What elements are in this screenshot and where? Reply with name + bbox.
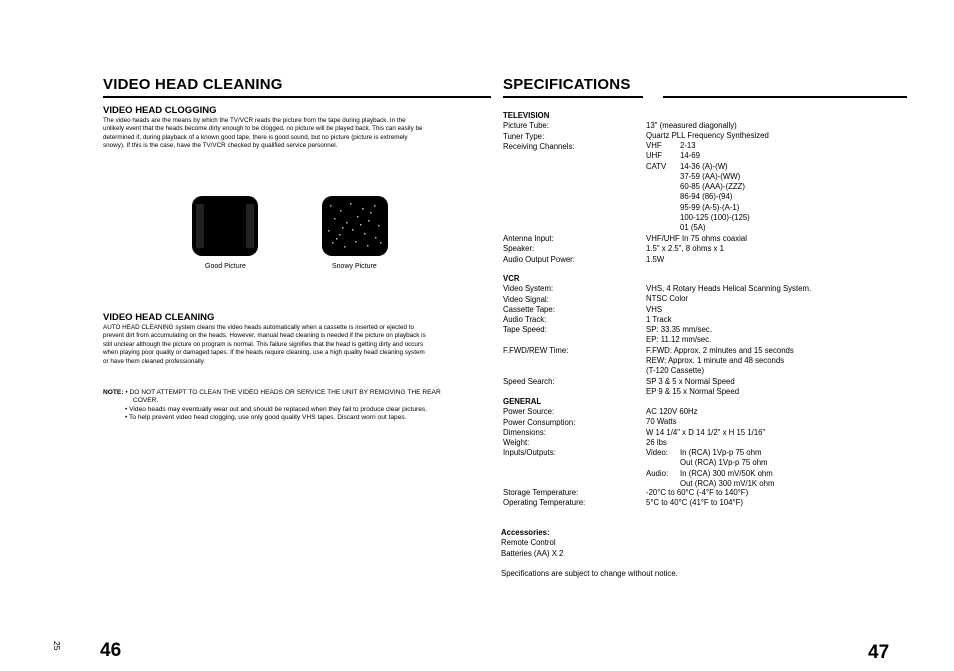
audio-labels bbox=[503, 234, 575, 265]
vcr-labels bbox=[503, 274, 568, 387]
channel-band: UHF bbox=[646, 151, 663, 161]
bullet-icon: • bbox=[125, 389, 128, 396]
channel-list bbox=[646, 141, 750, 234]
video-in: In (RCA) 1Vp-p 75 ohm bbox=[680, 448, 762, 458]
clogging-line: determined if, during playback of a known good tape, there is good sound, but no picture (picture is extremely bbox=[103, 133, 408, 141]
note-line: DO NOT ATTEMPT TO CLEAN THE VIDEO HEADS OR SERVICE THE UNIT BY REMOVING THE REAR bbox=[129, 389, 441, 396]
channel-range: 01 (5A) bbox=[680, 223, 706, 233]
channel-range: 100-125 (100)-(125) bbox=[680, 213, 750, 223]
channel-range: 14-36 (A)-(W) bbox=[680, 161, 728, 171]
right-heading: SPECIFICATIONS bbox=[503, 76, 631, 93]
channel-range: 95-99 (A-5)-(A-1) bbox=[680, 202, 740, 212]
video-signal-value: NTSC Color bbox=[646, 294, 689, 304]
spec-label: Operating Temperature: bbox=[503, 498, 586, 508]
spec-label: Video System: bbox=[503, 284, 554, 294]
right-heading-rule bbox=[503, 96, 643, 98]
note-line: Video heads may eventually wear out and should be replaced when they fail to produce clear pictures. bbox=[129, 405, 428, 413]
tuner-type-value: Quartz PLL Frequency Synthesized bbox=[646, 131, 769, 141]
left-page-number: 46 bbox=[100, 640, 122, 661]
spec-label: Dimensions: bbox=[503, 427, 546, 437]
tv-values bbox=[646, 121, 769, 142]
spec-label: Video Signal: bbox=[503, 294, 549, 304]
audio-track-value: 1 Track bbox=[646, 314, 672, 324]
operating-value: 5°C to 40°C (41°F to 104°F) bbox=[646, 498, 743, 508]
accessories-title: Accessories: bbox=[501, 528, 550, 537]
temperature-labels bbox=[503, 488, 585, 509]
cleaning-line: or have them cleaned professionally. bbox=[103, 357, 206, 365]
general-title: GENERAL bbox=[503, 397, 542, 406]
note-label: NOTE: bbox=[103, 389, 124, 396]
tape-speed-sp: SP: 33.35 mm/sec. bbox=[646, 325, 712, 335]
vcr-title: VCR bbox=[503, 274, 520, 283]
accessories-block bbox=[501, 528, 563, 559]
spec-label: Audio Track: bbox=[503, 315, 547, 325]
spec-label: Speed Search: bbox=[503, 376, 555, 386]
snowy-picture-image bbox=[322, 196, 388, 256]
good-picture-caption: Good Picture bbox=[205, 263, 246, 270]
spec-label: Tape Speed: bbox=[503, 325, 547, 335]
spec-label: Power Consumption: bbox=[503, 417, 576, 427]
note-line: To help prevent video head clogging, use only good quality VHS tapes. Discard worn out tapes. bbox=[129, 414, 407, 422]
clogging-line: unlikely event that the heads become dirty enough to be clogged, no picture will be played back. This can easily be bbox=[103, 125, 423, 133]
clogging-line: The video heads are the means by which the TV/VCR reads the picture from the tape during playback. In the bbox=[103, 117, 406, 124]
spec-label: Tuner Type: bbox=[503, 131, 545, 141]
cassette-value: VHS bbox=[646, 304, 663, 314]
channel-range: 37-59 (AA)-(WW) bbox=[680, 171, 741, 181]
spec-label: Cassette Tape: bbox=[503, 304, 555, 314]
power-consumption-value: 70 Watts bbox=[646, 417, 677, 427]
ffwd-cassette: (T-120 Cassette) bbox=[646, 366, 705, 376]
spec-label: F.FWD/REW Time: bbox=[503, 346, 569, 356]
bullet-icon: • bbox=[125, 414, 128, 422]
spec-label: Picture Tube: bbox=[503, 121, 549, 131]
general-values bbox=[646, 407, 774, 489]
video-out: Out (RCA) 1Vp-p 75 ohm bbox=[680, 458, 768, 468]
tape-speed-ep: EP: 11.12 mm/sec. bbox=[646, 335, 712, 345]
spec-label: Antenna Input: bbox=[503, 234, 554, 243]
speaker-value: 1.5" x 2.5", 8 ohms x 1 bbox=[646, 244, 724, 254]
spec-label: Receiving Channels: bbox=[503, 141, 575, 151]
vcr-values bbox=[646, 284, 811, 397]
specs-notice: Specifications are subject to change without notice. bbox=[501, 569, 678, 578]
cleaning-paragraph bbox=[103, 324, 426, 366]
spec-labels-column bbox=[503, 111, 575, 152]
good-picture-screen bbox=[192, 196, 258, 256]
speed-search-ep: EP 9 & 15 x Normal Speed bbox=[646, 386, 740, 396]
clogging-title: VIDEO HEAD CLOGGING bbox=[103, 105, 217, 116]
video-io-label: Video: bbox=[646, 448, 668, 458]
spec-label: Weight: bbox=[503, 438, 530, 448]
cleaning-line: AUTO HEAD CLEANING system cleans the video heads automatically when a cassette is inserted or ejected to bbox=[103, 324, 415, 331]
accessory-item: Batteries (AA) X 2 bbox=[501, 548, 564, 558]
dimensions-value: W 14 1/4" x D 14 1/2" x H 15 1/16" bbox=[646, 427, 766, 437]
snowy-picture-screen bbox=[322, 196, 388, 256]
note-block bbox=[103, 389, 441, 423]
television-title: TELEVISION bbox=[503, 111, 550, 120]
rew-value: REW: Approx. 1 minute and 48 seconds bbox=[646, 356, 785, 366]
audio-in: In (RCA) 300 mV/50K ohm bbox=[680, 468, 773, 478]
spec-label: Inputs/Outputs: bbox=[503, 448, 556, 458]
cleaning-title: VIDEO HEAD CLEANING bbox=[103, 312, 215, 323]
audio-power-value: 1.5W bbox=[646, 254, 665, 264]
channel-range: 60-85 (AAA)-(ZZZ) bbox=[680, 182, 745, 192]
spec-label: Speaker: bbox=[503, 244, 535, 254]
general-labels bbox=[503, 397, 575, 459]
snowy-picture-caption: Snowy Picture bbox=[332, 263, 377, 270]
audio-values bbox=[646, 234, 747, 265]
audio-io-label: Audio: bbox=[646, 468, 669, 478]
storage-value: -20°C to 60°C (-4°F to 140°F) bbox=[646, 488, 749, 497]
channel-range: 14-69 bbox=[680, 151, 700, 161]
accessory-item: Remote Control bbox=[501, 538, 556, 548]
channel-range: 2-13 bbox=[680, 141, 696, 150]
cleaning-line: prevent dirt from accumulating on the heads. However, manual head cleaning is needed if the picture on playback is bbox=[103, 332, 426, 340]
left-heading: VIDEO HEAD CLEANING bbox=[103, 76, 283, 93]
note-line: COVER. bbox=[133, 397, 159, 405]
channel-range: 86-94 (86)-(94) bbox=[680, 192, 733, 202]
power-source-value: AC 120V 60Hz bbox=[646, 407, 698, 416]
temperature-values bbox=[646, 488, 748, 509]
clogging-paragraph bbox=[103, 117, 422, 151]
video-system-value: VHS, 4 Rotary Heads Helical Scanning System. bbox=[646, 284, 812, 293]
spec-label: Power Source: bbox=[503, 407, 555, 417]
ffwd-value: F.FWD: Approx. 2 minutes and 15 seconds bbox=[646, 345, 794, 355]
bullet-icon: • bbox=[125, 405, 128, 413]
good-picture-image bbox=[192, 196, 258, 256]
antenna-value: VHF/UHF In 75 ohms coaxial bbox=[646, 234, 747, 243]
left-heading-rule bbox=[103, 96, 491, 98]
clogging-line: snowy). If this is the case, have the TV/VCR checked by qualified service personnel. bbox=[103, 142, 338, 150]
channel-band: VHF bbox=[646, 141, 662, 150]
cleaning-line: still unclear although the picture on program is normal. This failure signifies that the head is getting dirty and occurs bbox=[103, 340, 424, 348]
spec-label: Audio Output Power: bbox=[503, 254, 575, 264]
picture-tube-value: 13" (measured diagonally) bbox=[646, 121, 737, 130]
speed-search-sp: SP 3 & 5 x Normal Speed bbox=[646, 376, 735, 386]
audio-out: Out (RCA) 300 mV/1K ohm bbox=[680, 479, 775, 489]
cleaning-line: when playing poor quality or damaged tapes. If the heads require cleaning, use a high quality head cleaning system bbox=[103, 349, 425, 357]
right-heading-rule-2 bbox=[663, 96, 907, 98]
spec-label: Storage Temperature: bbox=[503, 488, 579, 497]
weight-value: 26 lbs bbox=[646, 437, 667, 447]
right-page-number: 47 bbox=[868, 642, 890, 663]
side-page-mark: 25 bbox=[52, 641, 62, 651]
channel-band: CATV bbox=[646, 161, 667, 171]
